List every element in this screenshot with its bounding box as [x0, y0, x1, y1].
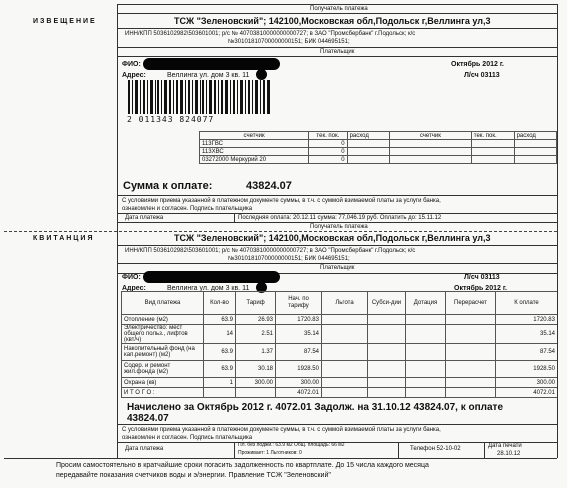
receipt-account: Л/сч 03113 — [464, 274, 500, 281]
charges-header-row — [122, 292, 558, 315]
receipt-date-separator — [234, 442, 235, 458]
col-charged: Нач. по тарифу — [276, 292, 322, 315]
table-row: Накопительный фонд (на кап.ремонт) (м2) 63.9 1.37 87.54 87.54 — [122, 344, 558, 361]
receipt-consent-line1: С условиями приема указанной в платежном документе суммы, в т.ч. с суммой взимаемой платы за услуги банка, — [122, 427, 441, 433]
receipt-period: Октябрь 2012 г. — [454, 285, 507, 292]
col-recalc: Перерасчет — [446, 292, 496, 315]
notice-consent-line2: ознакомлен и согласен. Подпись плательщика — [122, 206, 253, 212]
meter-table-header: счетчик тек. пок. расход счетчик тек. пок. расход — [200, 132, 557, 140]
notice-bank-line2: №30101810700000000151; БИК 044695151; — [228, 39, 350, 45]
notice-divider-1 — [117, 13, 557, 14]
receipt-phone: Телефон 52-10-02 — [410, 446, 461, 452]
col-payment-type: Вид платежа — [122, 292, 204, 315]
table-total-row: И Т О Г О : 4072.01 4072.01 — [122, 388, 558, 398]
barcode-graphic — [128, 80, 270, 114]
receipt-bank-line1: ИНН/КПП 5036102982\503601001; р/с № 40703810000000000727; в ЗАО "Промсбербанк" г.Подольск; к/с — [125, 248, 416, 254]
col-benefit: Льгота — [322, 292, 368, 315]
receipt-address-label: Адрес: — [122, 285, 146, 292]
receipt-print-date: 28.10.12 — [497, 451, 521, 457]
receipt-accrued-line1: Начислено за Октябрь 2012 г. 4072.01 Задолж. на 31.10.12 43824.07, к оплате — [127, 402, 504, 413]
notice-divider-7 — [117, 222, 557, 223]
receipt-fio-label: ФИО: — [122, 274, 141, 281]
charges-table — [121, 291, 558, 398]
table-row: Электричество: мест общего польз., лифтов (квт/ч) 14 2.51 35.14 35.14 — [122, 325, 558, 344]
col-dotation: Дотация — [406, 292, 446, 315]
outer-right-border — [557, 4, 558, 458]
notice-address-redacted — [256, 69, 267, 80]
notice-sum-label: Сумма к оплате: — [123, 180, 213, 192]
col-to-pay: К оплате — [496, 292, 558, 315]
notice-date-label: Дата платежа — [125, 215, 164, 221]
receipt-print-label: Дата печати — [488, 443, 522, 449]
col-qty: Кол-во — [204, 292, 236, 315]
receipt-recipient-caption: Получатель платежа — [310, 224, 368, 230]
notice-account: Л/сч 03113 — [464, 72, 500, 79]
col-subsidy: Субси-дии — [368, 292, 406, 315]
receipt-left-border — [117, 222, 118, 458]
cut-line — [4, 231, 557, 232]
notice-left-border — [117, 4, 118, 232]
receipt-bottom-border — [4, 458, 557, 459]
receipt-payer-caption: Плательщик — [320, 265, 355, 271]
receipt-bank-line2: №30101810700000000151; БИК 044695151; — [228, 256, 350, 262]
receipt-divider-4 — [117, 424, 557, 425]
receipt-recipient-name: ТСЖ "Зеленовский"; 142100,Московская обл,Подольск г,Веллинга ул,3 — [174, 233, 491, 243]
notice-period: Октябрь 2012 г. — [451, 61, 504, 68]
receipt-consent-line2: ознакомлен и согласен. Подпись плательщика — [122, 435, 253, 441]
meter-row: 03272000 Меркурий 20 0 — [200, 156, 557, 164]
table-row: Охрана (кв) 1 300.00 300.00 300.00 — [122, 378, 558, 388]
notice-fio-label: ФИО: — [122, 61, 141, 68]
notice-date-separator — [234, 213, 235, 222]
notice-consent-line1: С условиями приема указанной в платежном документе суммы, в т.ч. с суммой взимаемой платы за услуги банка, — [122, 198, 441, 204]
outer-top-border — [117, 4, 557, 5]
barcode — [128, 80, 270, 114]
notice-divider-3 — [117, 47, 557, 48]
footer-line1: Просим самостоятельно в кратчайшие сроки погасить задолженность по квартплате. До 15 числа каждого месяца — [56, 462, 429, 469]
notice-bank-line1: ИНН/КПП 5036102982\503601001; р/с № 40703810000000000727; в ЗАО "Промсбербанк" г.Подольск; к/с — [125, 31, 416, 37]
receipt-divider-1 — [117, 245, 557, 246]
notice-divider-6 — [117, 213, 557, 214]
notice-recipient-name: ТСЖ "Зеленовский"; 142100,Московская обл,Подольск г,Веллинга ул,3 — [174, 16, 491, 26]
receipt-print-separator — [484, 442, 485, 458]
meter-row: 113ГВС 0 — [200, 140, 557, 148]
notice-sum-value: 43824.07 — [246, 180, 292, 192]
receipt-accrued-line2: 43824.07 — [127, 413, 169, 424]
table-row: Содер. и ремонт жил.фонда (м2) 63.9 30.18 1928.50 1928.50 — [122, 361, 558, 378]
notice-section-label: ИЗВЕЩЕНИЕ — [33, 18, 97, 25]
meter-row: 113ХВС 0 — [200, 148, 557, 156]
receipt-area-info2: Проживает: 1 Льготников: 0 — [238, 450, 302, 456]
notice-address-label: Адрес: — [122, 72, 146, 79]
notice-divider-2 — [117, 28, 557, 29]
receipt-area-info1: Пл. без лоджи.: 63.9 м2 Общ. площадь: 66 м2 — [238, 442, 345, 448]
receipt-section-label: КВИТАНЦИЯ — [33, 235, 95, 242]
receipt-phone-separator — [398, 442, 399, 458]
footer-line2: передавайте показания счетчиков воды и э/энергии. Правление ТСЖ "Зеленовский" — [56, 472, 331, 479]
notice-address-value: Веллинга ул. дом 3 кв. 11 — [167, 72, 250, 79]
notice-recipient-caption: Получатель платежа — [310, 6, 368, 12]
receipt-address-value: Веллинга ул. дом 3 кв. 11 — [167, 285, 250, 292]
receipt-date-label: Дата платежа — [125, 446, 164, 452]
notice-payer-caption: Плательщик — [320, 49, 355, 55]
meter-table — [199, 131, 557, 164]
table-row: Отопление (м2) 63.9 26.93 1720.83 1720.83 — [122, 315, 558, 325]
notice-divider-4 — [117, 56, 557, 57]
barcode-number: 2 011343 824077 — [127, 115, 215, 124]
notice-last-payment: Последняя оплата: 20.12.11 сумма: 77,046.19 руб. Оплатить до: 15.11.12 — [238, 215, 442, 221]
receipt-divider-2 — [117, 263, 557, 264]
notice-divider-5 — [117, 195, 557, 196]
col-rate: Тариф — [236, 292, 276, 315]
